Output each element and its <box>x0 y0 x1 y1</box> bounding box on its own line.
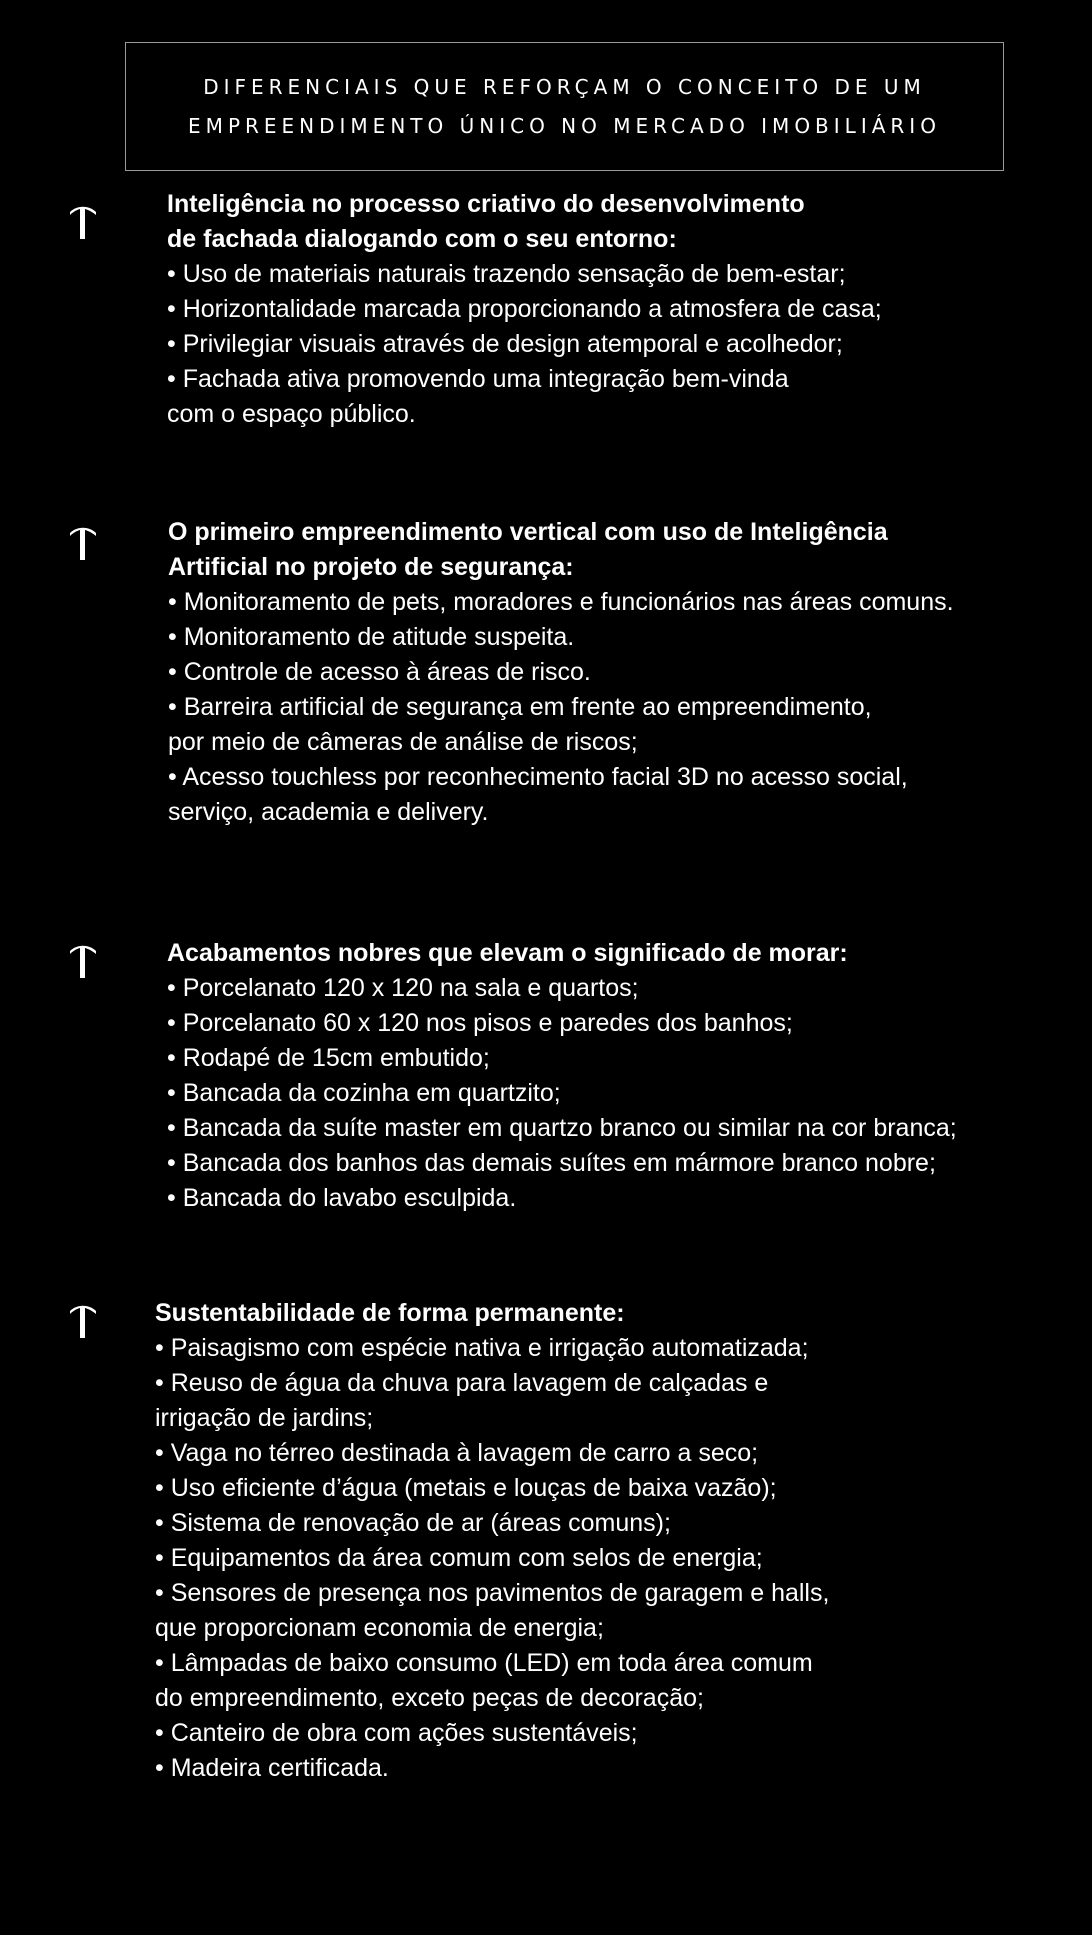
section-heading-line: O primeiro empreendimento vertical com uso de Inteligência <box>168 518 888 546</box>
list-item: • Bancada do lavabo esculpida. <box>167 1184 517 1212</box>
list-item: • Controle de acesso à áreas de risco. <box>168 658 591 686</box>
list-item: • Madeira certificada. <box>155 1754 389 1782</box>
brand-t-icon <box>68 203 98 241</box>
list-item: • Rodapé de 15cm embutido; <box>167 1044 490 1072</box>
section-finishes <box>167 936 957 1216</box>
brand-t-icon <box>68 524 98 562</box>
header-line-1: DIFERENCIAIS QUE REFORÇAM O CONCEITO DE UM <box>203 74 926 99</box>
header-box <box>125 42 1004 171</box>
header-line-2: EMPREENDIMENTO ÚNICO NO MERCADO IMOBILIÁRIO <box>188 113 941 138</box>
list-item: • Monitoramento de pets, moradores e funcionários nas áreas comuns. <box>168 588 954 616</box>
section-heading-line: de fachada dialogando com o seu entorno: <box>167 225 677 253</box>
list-item: • Reuso de água da chuva para lavagem de calçadas e <box>155 1369 769 1397</box>
list-item: • Privilegiar visuais através de design atemporal e acolhedor; <box>167 330 843 358</box>
list-item: • Horizontalidade marcada proporcionando a atmosfera de casa; <box>167 295 882 323</box>
list-item: • Equipamentos da área comum com selos de energia; <box>155 1544 763 1572</box>
section-sustainability <box>155 1296 829 1786</box>
list-item: • Bancada dos banhos das demais suítes em mármore branco nobre; <box>167 1149 936 1177</box>
list-item: • Vaga no térreo destinada à lavagem de carro a seco; <box>155 1439 759 1467</box>
list-item: que proporcionam economia de energia; <box>155 1614 604 1642</box>
list-item: • Fachada ativa promovendo uma integração bem-vinda <box>167 365 789 393</box>
list-item: • Paisagismo com espécie nativa e irrigação automatizada; <box>155 1334 809 1362</box>
brand-t-icon <box>68 1302 98 1340</box>
list-item: por meio de câmeras de análise de riscos; <box>168 728 638 756</box>
section-heading-line: Sustentabilidade de forma permanente: <box>155 1299 625 1327</box>
list-item: • Porcelanato 60 x 120 nos pisos e paredes dos banhos; <box>167 1009 793 1037</box>
list-item: • Sistema de renovação de ar (áreas comuns); <box>155 1509 671 1537</box>
list-item: • Uso de materiais naturais trazendo sensação de bem-estar; <box>167 260 846 288</box>
list-item: • Monitoramento de atitude suspeita. <box>168 623 575 651</box>
list-item: serviço, academia e delivery. <box>168 798 489 826</box>
list-item: • Porcelanato 120 x 120 na sala e quartos; <box>167 974 639 1002</box>
list-item: • Acesso touchless por reconhecimento facial 3D no acesso social, <box>168 763 908 791</box>
list-item: irrigação de jardins; <box>155 1404 374 1432</box>
list-item: • Bancada da suíte master em quartzo branco ou similar na cor branca; <box>167 1114 957 1142</box>
list-item: • Barreira artificial de segurança em frente ao empreendimento, <box>168 693 872 721</box>
section-facade <box>167 187 882 432</box>
list-item: do empreendimento, exceto peças de decoração; <box>155 1684 704 1712</box>
list-item: • Canteiro de obra com ações sustentáveis; <box>155 1719 638 1747</box>
list-item: • Bancada da cozinha em quartzito; <box>167 1079 561 1107</box>
list-item: com o espaço público. <box>167 400 416 428</box>
list-item: • Lâmpadas de baixo consumo (LED) em toda área comum <box>155 1649 813 1677</box>
brand-t-icon <box>68 942 98 980</box>
list-item: • Uso eficiente d’água (metais e louças de baixa vazão); <box>155 1474 777 1502</box>
section-security <box>168 515 954 830</box>
section-heading-line: Acabamentos nobres que elevam o significado de morar: <box>167 939 848 967</box>
section-heading-line: Inteligência no processo criativo do desenvolvimento <box>167 190 805 218</box>
list-item: • Sensores de presença nos pavimentos de garagem e halls, <box>155 1579 830 1607</box>
section-heading-line: Artificial no projeto de segurança: <box>168 553 574 581</box>
